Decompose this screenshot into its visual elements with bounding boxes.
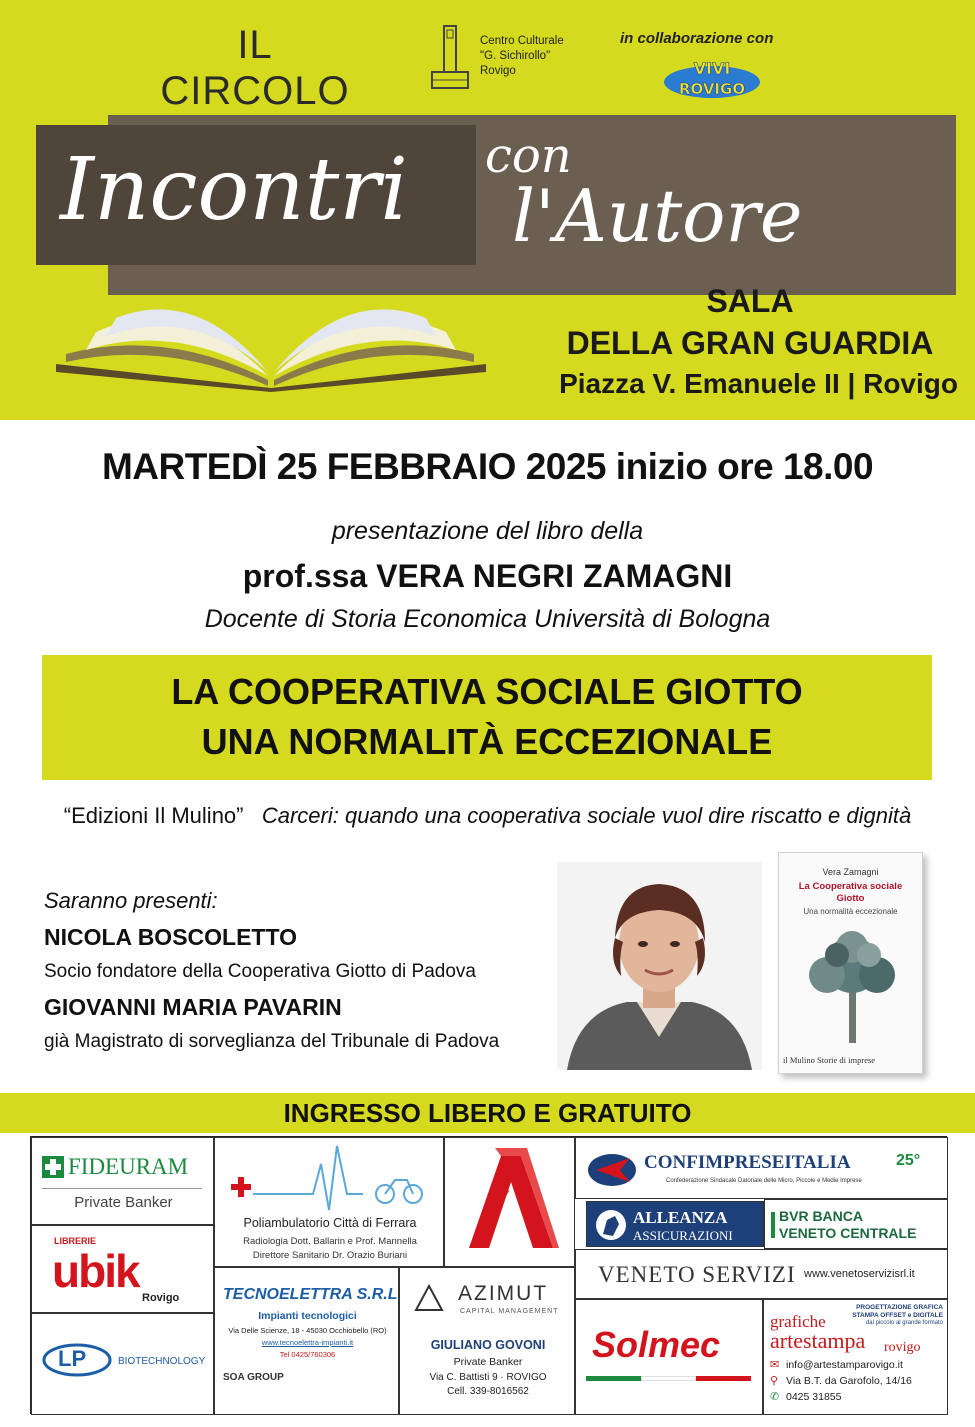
cover-author: Vera Zamagni [822,867,879,877]
sponsor-confimprese [575,1137,948,1199]
event-date: MARTEDÌ 25 FEBBRAIO 2025 inizio ore 18.00 [101,446,874,487]
guest-desc: già Magistrato di sorveglianza del Tribunale di Padova [44,1031,500,1052]
sponsor-tecnoelettra [214,1267,399,1415]
ubik-city: Rovigo [142,1292,180,1304]
grafiche-tel: 0425 31855 [786,1391,842,1403]
fideuram-sub: Private Banker [74,1194,173,1211]
grafiche-name1: grafiche [770,1312,826,1331]
cover-title [779,881,922,905]
veneto-url: www.venetoservizisrl.it [804,1268,915,1280]
phone-icon: ✆ [770,1390,780,1403]
circolo-name: IL CIRCOLO [160,23,350,113]
author-name: prof.ssa VERA NEGRI ZAMAGNI [242,558,733,594]
grafiche-top3: dal piccolo al grande formato [865,1320,943,1326]
ubik-top: LIBRERIE [54,1236,97,1246]
sponsor-azimut [399,1267,575,1415]
tree-icon [797,925,907,1045]
azimut-sub: CAPITAL MANAGEMENT [460,1308,559,1315]
sponsor-alleanza [586,1201,764,1247]
alleanza-name: ALLEANZA [633,1208,728,1227]
centro-line1: Centro Culturale [480,35,564,47]
confimprese-icon [586,1152,638,1188]
area-arte-icon [461,1148,561,1258]
grafiche-address: Via B.T. da Garofolo, 14/16 [786,1375,912,1387]
sponsor-area-arte [444,1137,575,1267]
collab-text: in collaborazione con [620,30,774,47]
grafiche-name2: artestampa [770,1328,866,1353]
ingresso-banner: INGRESSO LIBERO E GRATUITO [0,1093,975,1133]
azimut-name: AZIMUT [458,1282,549,1305]
location-pin-icon: ⚲ [770,1374,779,1387]
cover-title-line1: La Cooperativa sociale [798,881,903,892]
azimut-icon [414,1284,444,1312]
confimprese-badge: 25° [896,1152,921,1169]
azimut-address: Via C. Battisti 9 · ROVIGO [429,1372,547,1383]
guests-intro: Saranno presenti: [44,888,218,913]
grafiche-email: info@artestamparovigo.it [786,1359,903,1371]
ubik-name: ubik [52,1245,139,1297]
tecno-line4: Tel 0425/760306 [279,1350,336,1359]
tecno-name: TECNOELETTRA S.R.L [223,1286,398,1303]
azimut-role: Private Banker [453,1356,523,1368]
book-subtitle: Carceri: quando una cooperativa sociale vuol dire riscatto e dignità [261,803,912,828]
venue-line2: DELLA GRAN GUARDIA [566,325,934,361]
lp-name: LP [58,1346,87,1371]
title-autore: l'Autore [512,174,803,258]
bvr-line2: VENETO CENTRALE [779,1225,917,1241]
area-name: AREA ARTE [475,1186,513,1240]
tecno-line2: Via Delle Scienze, 18 - 45030 Occhiobello (RO) [228,1326,387,1335]
tecno-line1: Impianti tecnologici [258,1310,357,1322]
book-title-box [42,655,932,780]
confimprese-sub: Confederazione Sindacale Datoriale delle Micro, Piccole e Medie Imprese [666,1178,862,1184]
grafiche-name3: rovigo [884,1340,921,1355]
author-role: Docente di Storia Economica Università di Bologna [204,605,771,633]
sponsor-ubik [31,1225,214,1313]
tecno-soa: SOA GROUP [223,1372,284,1383]
author-photo [557,862,762,1070]
lp-sub: BIOTECHNOLOGY [118,1356,206,1367]
author-portrait-icon [557,862,762,1070]
poliamb-line2: Direttore Sanitario Dr. Orazio Buriani [252,1250,408,1261]
tower-icon [430,22,470,92]
fideuram-icon [42,1156,64,1178]
solmec-name: Solmec [592,1324,721,1365]
guest-name: GIOVANNI MARIA PAVARIN [44,994,342,1020]
title-con: con [485,128,572,184]
bvr-line1: BVR BANCA [779,1208,863,1224]
guest-desc: Socio fondatore della Cooperativa Giotto di Padova [44,961,476,982]
sponsor-solmec [575,1299,763,1415]
open-book-icon [56,292,486,392]
title-incontri: Incontri [60,140,408,240]
fideuram-name: FIDEURAM [68,1154,189,1179]
poliamb-name: Poliambulatorio Città di Ferrara [243,1216,417,1230]
tecno-line3: www.tecnoelettra-impianti.it [261,1338,354,1347]
sponsor-fideuram [31,1137,214,1225]
centro-culturale-logo [430,22,590,94]
sponsor-bvr [764,1199,948,1249]
publisher: “Edizioni Il Mulino” [63,803,244,828]
publisher-line [0,803,975,829]
azimut-person: GIULIANO GOVONI [430,1338,546,1352]
sponsors-grid [30,1136,947,1414]
presentation-text: presentazione del libro della [331,517,644,545]
grafiche-top2: STAMPA OFFSET e DIGITALE [852,1312,943,1319]
guest-name: NICOLA BOSCOLETTO [44,924,297,950]
sponsor-grafiche-artestampa [763,1299,948,1415]
azimut-cell: Cell. 339-8016562 [447,1386,529,1397]
svg-text:VIVI: VIVI [693,59,731,78]
sponsor-veneto-servizi [575,1249,948,1299]
veneto-name: VENETO SERVIZI [598,1262,796,1287]
confimprese-name: CONFIMPRESEITALIA [644,1152,851,1173]
cover-title-line2: Giotto [836,893,865,904]
guests-block [44,885,564,1057]
alleanza-sub: ASSICURAZIONI [633,1228,733,1243]
grafiche-top: PROGETTAZIONE GRAFICA [856,1304,943,1311]
venue-block [500,280,970,404]
centro-line2: "G. Sichirollo" [480,50,551,62]
book-title-line2: UNA NORMALITÀ ECCEZIONALE [201,721,773,762]
sponsor-poliambulatorio [214,1137,444,1267]
cover-subtitle: Una normalità eccezionale [803,907,898,916]
book-title-line1: LA COOPERATIVA SOCIALE GIOTTO [171,671,803,712]
sponsor-lp [31,1313,214,1415]
vivi-rovigo-logo [662,52,762,102]
venue-line1: SALA [706,283,794,319]
svg-text:ROVIGO: ROVIGO [678,80,746,98]
poliamb-line1: Radiologia Dott. Ballarin e Prof. Mannella [243,1236,417,1247]
horse-rider-icon [595,1208,627,1242]
email-icon: ✉ [770,1358,780,1371]
centro-line3: Rovigo [480,65,516,77]
venue-address: Piazza V. Emanuele II | Rovigo [559,368,958,399]
heartbeat-bike-icon [223,1144,435,1214]
book-cover [778,852,923,1074]
cover-publisher: il Mulino Storie di imprese [783,1055,876,1065]
